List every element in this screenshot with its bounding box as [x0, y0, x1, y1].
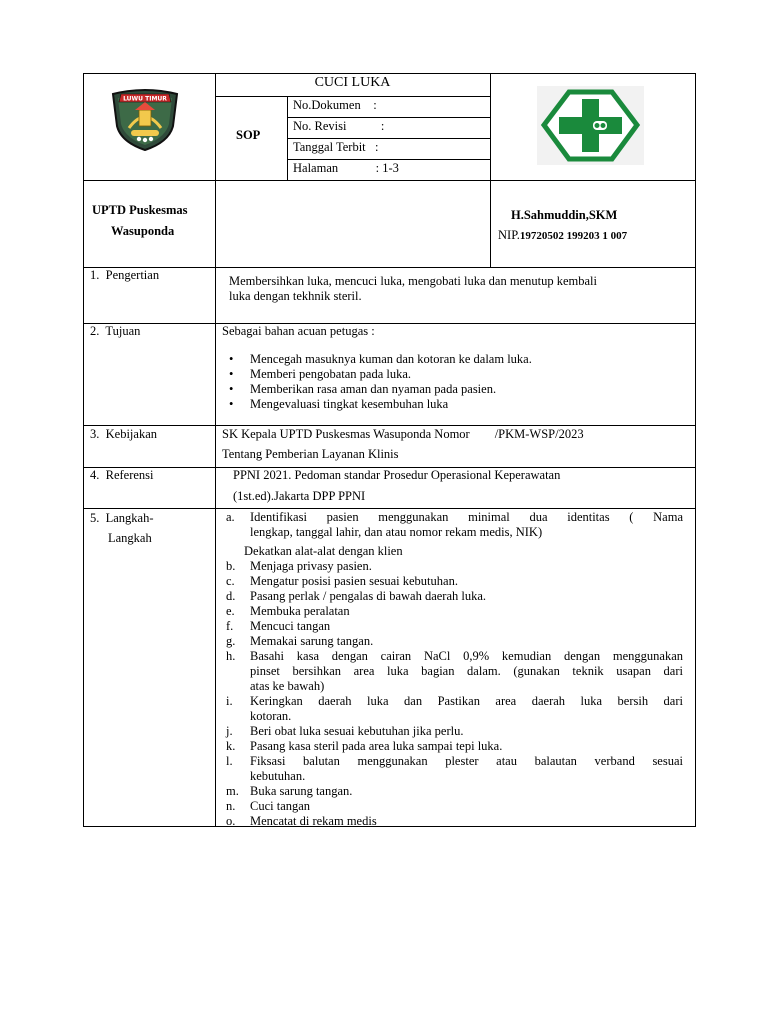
signer-title-text: ,SKM	[585, 208, 618, 222]
document-title: CUCI LUKA	[314, 75, 391, 90]
sop-label: SOP	[236, 128, 261, 142]
step-text: Fiksasi balutan menggunakan plester atau balautan verband sesuai	[250, 754, 683, 768]
doc-number-field: No.Dokumen :	[293, 98, 377, 112]
step-marker: o.	[226, 814, 236, 828]
section-label-referensi: 4. Referensi	[90, 468, 154, 482]
nip-value: 19720502 199203 1 007	[519, 230, 628, 242]
step-text: Dekatkan alat-alat dengan klien	[244, 544, 403, 558]
step-text: Cuci tangan	[250, 799, 311, 813]
pengertian-text-line2: luka dengan tekhnik steril.	[229, 289, 362, 303]
bullet-icon: •	[229, 367, 234, 381]
section-label-tujuan: 2. Tujuan	[90, 324, 141, 338]
step-marker: i.	[226, 694, 233, 708]
step-marker: n.	[226, 799, 236, 813]
step-text: Identifikasi pasien menggunakan minimal dua identitas ( Nama	[250, 510, 683, 524]
step-marker: e.	[226, 604, 235, 618]
svg-text:LUWU TIMUR: LUWU TIMUR	[123, 95, 167, 103]
step-marker: c.	[226, 574, 235, 588]
regional-emblem-logo	[109, 86, 181, 152]
puskesmas-logo	[537, 86, 644, 165]
revision-field: No. Revisi :	[293, 119, 385, 133]
step-text: Pasang kasa steril pada area luka sampai tepi luka.	[250, 739, 503, 753]
step-text: lengkap, tanggal lahir, dan atau nomor rekam medis, NIK)	[250, 525, 543, 539]
step-text: Pasang perlak / pengalas di bawah daerah luka.	[250, 589, 487, 603]
step-text: Mencuci tangan	[250, 619, 331, 633]
signer-nip	[498, 228, 627, 244]
step-marker: d.	[226, 589, 236, 603]
step-text: Buka sarung tangan.	[250, 784, 353, 798]
nip-label: NIP.	[498, 228, 520, 242]
kebijakan-text-line2: Tentang Pemberian Layanan Klinis	[222, 447, 399, 461]
step-text: kotoran.	[250, 709, 292, 723]
step-marker: j.	[226, 724, 233, 738]
signer-name	[511, 208, 617, 223]
step-marker: l.	[226, 754, 233, 768]
kebijakan-text-line1: SK Kepala UPTD Puskesmas Wasuponda Nomor /PKM-WSP/2023	[222, 427, 584, 441]
step-marker: m.	[226, 784, 239, 798]
step-marker: k.	[226, 739, 236, 753]
step-text: Menjaga privasy pasien.	[250, 559, 372, 573]
bullet-icon: •	[229, 397, 234, 411]
referensi-text-line1: PPNI 2021. Pedoman standar Prosedur Operasional Keperawatan	[233, 468, 561, 482]
signer-name-text: H.Sahmuddin	[511, 208, 586, 222]
institution-name-line2: Wasuponda	[111, 224, 175, 238]
step-marker: b.	[226, 559, 236, 573]
step-text: kebutuhan.	[250, 769, 306, 783]
bullet-icon: •	[229, 352, 234, 366]
step-text: Mencatat di rekam medis	[250, 814, 377, 828]
referensi-text-line2: (1st.ed).Jakarta DPP PPNI	[233, 489, 366, 503]
step-text: Mengatur posisi pasien sesuai kebutuhan.	[250, 574, 458, 588]
step-text: Basahi kasa dengan cairan NaCl 0,9% kemudian dengan menggunakan	[250, 649, 683, 663]
step-marker: h.	[226, 649, 236, 663]
issue-date-field: Tanggal Terbit :	[293, 140, 379, 154]
institution-name-line1: UPTD Puskesmas	[92, 203, 188, 217]
section-label-langkah-line1: 5. Langkah-	[90, 511, 154, 525]
section-label-langkah-line2: Langkah	[108, 531, 152, 545]
step-text: Membuka peralatan	[250, 604, 350, 618]
list-item: Memberi pengobatan pada luka.	[250, 367, 412, 381]
list-item: Mengevaluasi tingkat kesembuhan luka	[250, 397, 449, 411]
step-text: pinset bersihkan area luka bagian dalam. (gunakan teknik usapan dari	[250, 664, 683, 678]
tujuan-intro: Sebagai bahan acuan petugas :	[222, 324, 375, 338]
section-label-kebijakan: 3. Kebijakan	[90, 427, 157, 441]
step-marker: f.	[226, 619, 234, 633]
list-item: Memberikan rasa aman dan nyaman pada pasien.	[250, 382, 497, 396]
step-text: Memakai sarung tangan.	[250, 634, 374, 648]
step-marker: g.	[226, 634, 236, 648]
step-marker: a.	[226, 510, 235, 524]
pengertian-text-line1: Membersihkan luka, mencuci luka, mengobati luka dan menutup kembali	[229, 274, 597, 288]
list-item: Mencegah masuknya kuman dan kotoran ke dalam luka.	[250, 352, 532, 366]
section-label-pengertian: 1. Pengertian	[90, 268, 160, 282]
bullet-icon: •	[229, 382, 234, 396]
step-text: atas ke bawah)	[250, 679, 325, 693]
step-text: Keringkan daerah luka dan Pastikan area daerah luka bersih dari	[250, 694, 683, 708]
page-field: Halaman : 1-3	[293, 161, 399, 175]
step-text: Beri obat luka sesuai kebutuhan jika perlu.	[250, 724, 464, 738]
